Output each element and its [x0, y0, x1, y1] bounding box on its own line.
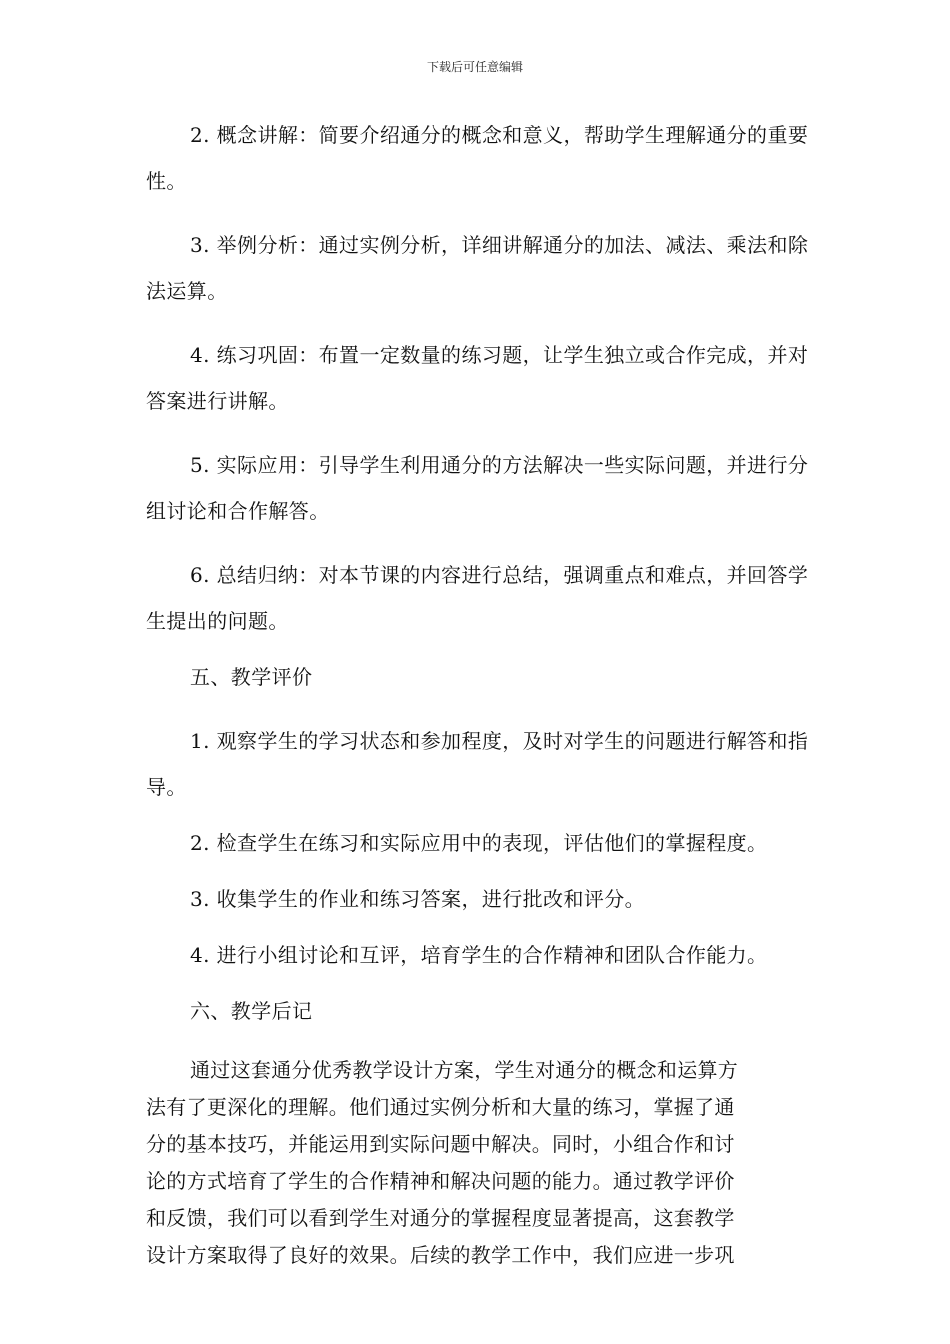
paragraph-step-2: 2. 概念讲解：简要介绍通分的概念和意义，帮助学生理解通分的重要性。	[146, 123, 809, 193]
paragraph-step-3: 3. 举例分析：通过实例分析，详细讲解通分的加法、减法、乘法和除法运算。	[146, 233, 809, 303]
closing-line: 和反馈，我们可以看到学生对通分的掌握程度显著提高，这套教学	[146, 1206, 735, 1230]
paragraph-step-4: 4. 练习巩固：布置一定数量的练习题，让学生独立或合作完成，并对答案进行讲解。	[146, 343, 809, 413]
paragraph-eval-2: 2. 检查学生在练习和实际应用中的表现，评估他们的掌握程度。	[190, 831, 768, 855]
paragraph-step-5: 5. 实际应用：引导学生利用通分的方法解决一些实际问题，并进行分组讨论和合作解答。	[146, 453, 809, 523]
paragraph-eval-1: 1. 观察学生的学习状态和参加程度，及时对学生的问题进行解答和指导。	[146, 729, 809, 799]
closing-line: 法有了更深化的理解。他们通过实例分析和大量的练习，掌握了通	[146, 1095, 735, 1119]
document-body	[146, 112, 822, 1274]
closing-line: 论的方式培育了学生的合作精神和解决问题的能力。通过教学评价	[146, 1169, 735, 1193]
section-heading-evaluation: 五、教学评价	[190, 665, 313, 689]
paragraph-eval-4: 4. 进行小组讨论和互评，培育学生的合作精神和团队合作能力。	[190, 943, 768, 967]
closing-line: 分的基本技巧，并能运用到实际问题中解决。同时，小组合作和讨	[146, 1132, 735, 1156]
section-heading-postscript: 六、教学后记	[190, 999, 313, 1023]
page-header: 下载后可任意编辑	[426, 60, 523, 74]
paragraph-eval-3: 3. 收集学生的作业和练习答案，进行批改和评分。	[190, 887, 646, 911]
closing-line: 通过这套通分优秀教学设计方案，学生对通分的概念和运算方	[190, 1058, 739, 1082]
closing-line: 设计方案取得了良好的效果。后续的教学工作中，我们应进一步巩	[146, 1243, 735, 1267]
closing-paragraph	[146, 1052, 822, 1274]
paragraph-step-6: 6. 总结归纳：对本节课的内容进行总结，强调重点和难点，并回答学生提出的问题。	[146, 563, 809, 633]
